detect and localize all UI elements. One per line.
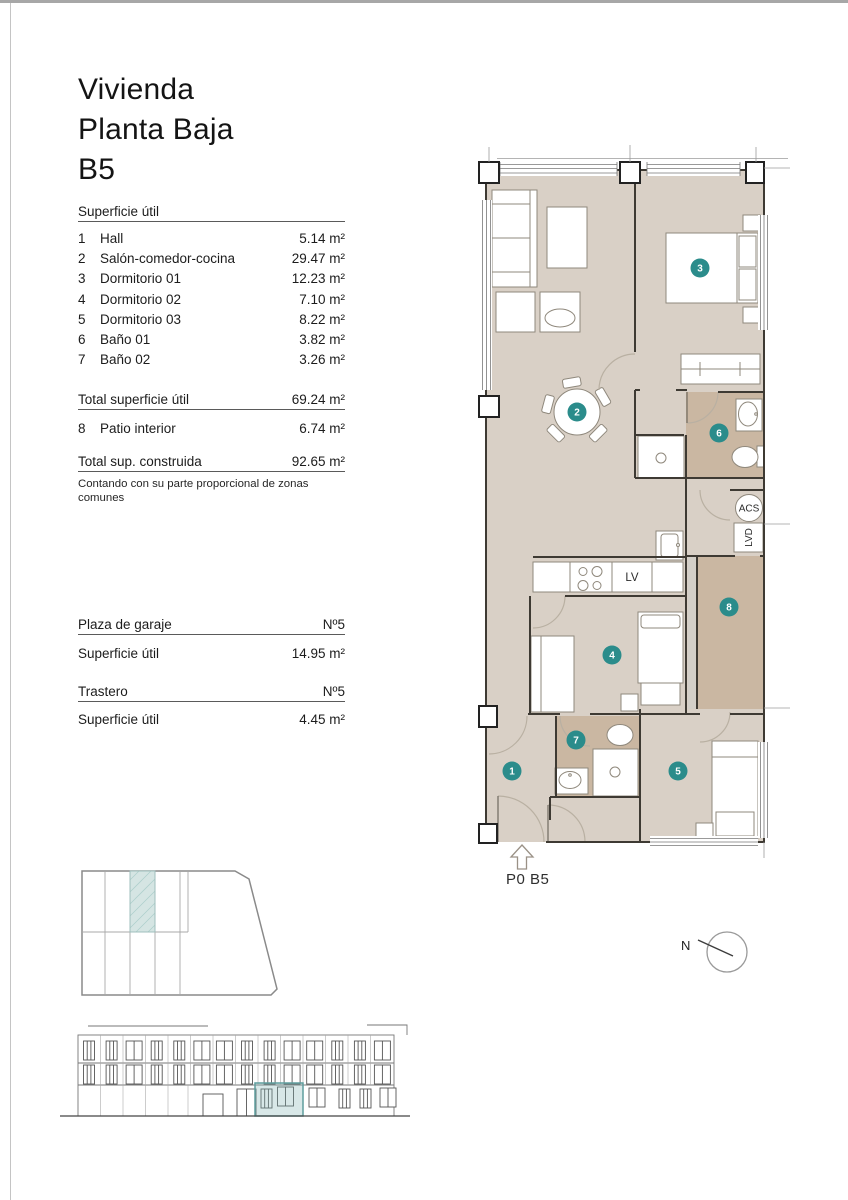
side-table	[496, 292, 535, 332]
patio-row-num: 8	[78, 421, 86, 436]
title-line-3: B5	[78, 153, 116, 186]
svg-text:8: 8	[726, 602, 732, 614]
svg-text:4: 4	[609, 650, 615, 662]
storage-surface-label: Superficie útil	[78, 712, 160, 727]
entrance-arrow-icon	[511, 845, 533, 869]
room-badge-2	[568, 403, 587, 422]
svg-text:5: 5	[675, 766, 681, 778]
north-indicator	[681, 932, 747, 972]
surface-row: 4 Dormitorio 02 7.10 m²	[78, 291, 345, 307]
page-title	[78, 70, 234, 190]
garage-surface-value: 14.95 m²	[291, 646, 345, 661]
title-line-1: Vivienda	[78, 73, 195, 106]
garage-surface-row	[78, 646, 345, 663]
surface-table-header	[78, 204, 345, 222]
room-badge-4	[603, 646, 622, 665]
garage-number: Nº5	[322, 617, 345, 632]
surface-row: 6 Baño 01 3.82 m²	[78, 331, 345, 347]
room-badge-6	[710, 424, 729, 443]
surface-table-header-label: Superficie útil	[78, 204, 160, 219]
site-outline	[82, 871, 277, 995]
total-util-value: 69.24 m²	[291, 392, 345, 407]
nightstand	[621, 694, 638, 711]
bed-room4	[638, 612, 683, 705]
site-unit-highlight	[130, 871, 155, 932]
wardrobe-room3	[681, 354, 760, 384]
site-plan-svg	[60, 855, 290, 1010]
storage-surface-value: 4.45 m²	[299, 712, 345, 727]
window-left-living	[480, 200, 492, 390]
window-top-living	[500, 162, 617, 176]
sofa	[492, 190, 537, 287]
total-built-row	[78, 454, 345, 472]
svg-text:2: 2	[574, 407, 580, 419]
window-right-room5	[758, 742, 770, 838]
surface-row: 5 Dormitorio 03 8.22 m²	[78, 311, 345, 327]
bed-double	[666, 233, 758, 303]
toilet-bath7	[607, 725, 633, 746]
elevation-svg	[55, 1022, 425, 1132]
svg-text:1: 1	[509, 766, 515, 778]
surface-row: 1 Hall 5.14 m²	[78, 231, 345, 246]
nightstand	[743, 307, 760, 323]
wardrobe-room4	[531, 636, 574, 712]
page-edge-left	[10, 3, 11, 1200]
total-util-row	[78, 392, 345, 410]
toilet-bath6	[732, 446, 764, 468]
nightstand	[743, 215, 760, 231]
svg-text:6: 6	[716, 428, 722, 440]
tv-unit	[547, 207, 587, 268]
elevation-unit-highlight	[255, 1083, 303, 1116]
garage-surface-label: Superficie útil	[78, 646, 160, 661]
total-built-label: Total sup. construida	[78, 454, 202, 469]
shower-bath7	[593, 749, 638, 796]
surface-row: 2 Salón-comedor-cocina 29.47 m²	[78, 251, 345, 267]
title-line-2: Planta Baja	[78, 113, 234, 146]
svg-text:7: 7	[573, 735, 579, 747]
surface-row: 7 Baño 02 3.26 m²	[78, 352, 345, 368]
room-badge-8	[720, 598, 739, 617]
page-edge-top	[0, 0, 848, 3]
surface-rows	[78, 231, 345, 372]
shower-bath6	[638, 436, 684, 478]
sink-bath7	[555, 768, 588, 794]
bed-room5	[712, 741, 758, 838]
room-badge-1	[503, 762, 522, 781]
room-badge-3	[691, 259, 710, 278]
north-needle	[698, 940, 733, 956]
sink-bath6	[736, 399, 762, 431]
storage-number: Nº5	[322, 684, 345, 699]
surface-footnote: Contando con su parte proporcional de zonas comunes	[78, 478, 309, 504]
acs-label: ACS	[738, 503, 760, 515]
window-bottom-room5	[650, 836, 758, 848]
lv-label: LV	[625, 572, 639, 584]
window-top-room3	[647, 162, 740, 176]
north-circle	[707, 932, 747, 972]
storage-header-label: Trastero	[78, 684, 128, 699]
unit-label: P0 B5	[506, 871, 550, 888]
storage-surface-row	[78, 712, 345, 729]
north-label: N	[681, 938, 691, 953]
floor-plan-svg	[450, 145, 820, 1005]
garage-header	[78, 617, 345, 635]
garage-header-label: Plaza de garaje	[78, 617, 172, 632]
room-badge-7	[567, 731, 586, 750]
room-badge-5	[669, 762, 688, 781]
armchair	[540, 292, 580, 332]
patio-row-label: Patio interior	[100, 421, 176, 436]
patio-row-value: 6.74 m²	[299, 421, 345, 436]
storage-header	[78, 684, 345, 702]
patio-row	[78, 421, 345, 441]
elevation-door	[237, 1089, 256, 1116]
surface-row: 3 Dormitorio 01 12.23 m²	[78, 271, 345, 287]
total-util-label: Total superficie útil	[78, 392, 190, 407]
svg-text:3: 3	[697, 263, 703, 275]
window-right-room3	[758, 215, 770, 330]
total-built-value: 92.65 m²	[291, 454, 345, 469]
lvd-label: LVD	[744, 528, 755, 547]
